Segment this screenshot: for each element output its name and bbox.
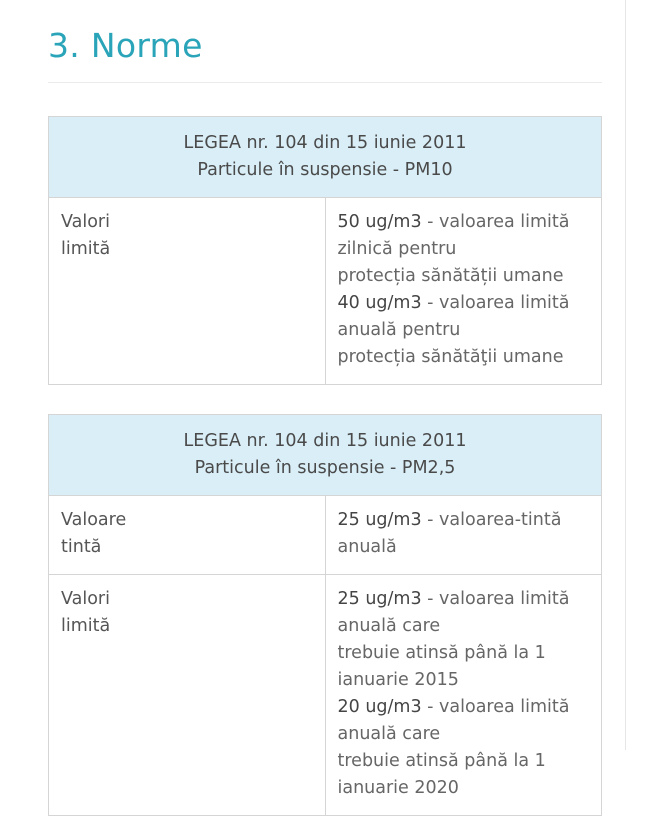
row-label: Valoare tintă	[49, 496, 326, 575]
row-value: 50 ug/m3 - valoarea limită zilnică pentru protecția sănătății umane 40 ug/m3 - valoarea limită anuală pentru protecția sănătăţii umane	[325, 198, 602, 385]
pollutant-title: Particule în suspensie - PM2,5	[194, 458, 456, 478]
norms-table-pm25	[48, 414, 602, 816]
row-label: Valori limită	[49, 575, 326, 816]
row-value	[325, 496, 602, 575]
section-title: 3. Norme	[48, 26, 203, 65]
target-entry: 25 ug/m3 - valoarea-tintă anuală	[337, 510, 562, 557]
law-title: LEGEA nr. 104 din 15 iunie 2011	[183, 133, 467, 153]
pollutant-title: Particule în suspensie - PM10	[197, 160, 453, 180]
limit-entry: 40 ug/m3 - valoarea limită anuală pentru	[337, 293, 570, 340]
limit-entry: 20 ug/m3 - valoarea limită anuală care	[337, 697, 570, 744]
row-label: Valori limită	[49, 198, 326, 385]
limit-value: 40 ug/m3	[337, 293, 422, 313]
norms-table-pm10	[48, 116, 602, 385]
table-header	[49, 117, 602, 198]
limit-entry: 25 ug/m3 - valoarea limită anuală care	[337, 589, 570, 636]
limit-value: 50 ug/m3	[337, 212, 422, 232]
limit-entry: 50 ug/m3 - valoarea limită zilnică pentru	[337, 212, 570, 259]
table-row	[49, 575, 602, 816]
table-header	[49, 415, 602, 496]
target-value: 25 ug/m3	[337, 510, 422, 530]
title-divider	[48, 82, 602, 83]
row-value: 25 ug/m3 - valoarea limită anuală care trebuie atinsă până la 1 ianuarie 2015 20 ug/m3 - valoarea limită anuală care trebuie atinsă până la 1 ianuarie 2020	[325, 575, 602, 816]
table-row	[49, 496, 602, 575]
table-row	[49, 198, 602, 385]
limit-value: 20 ug/m3	[337, 697, 422, 717]
law-title: LEGEA nr. 104 din 15 iunie 2011	[183, 431, 467, 451]
limit-value: 25 ug/m3	[337, 589, 422, 609]
